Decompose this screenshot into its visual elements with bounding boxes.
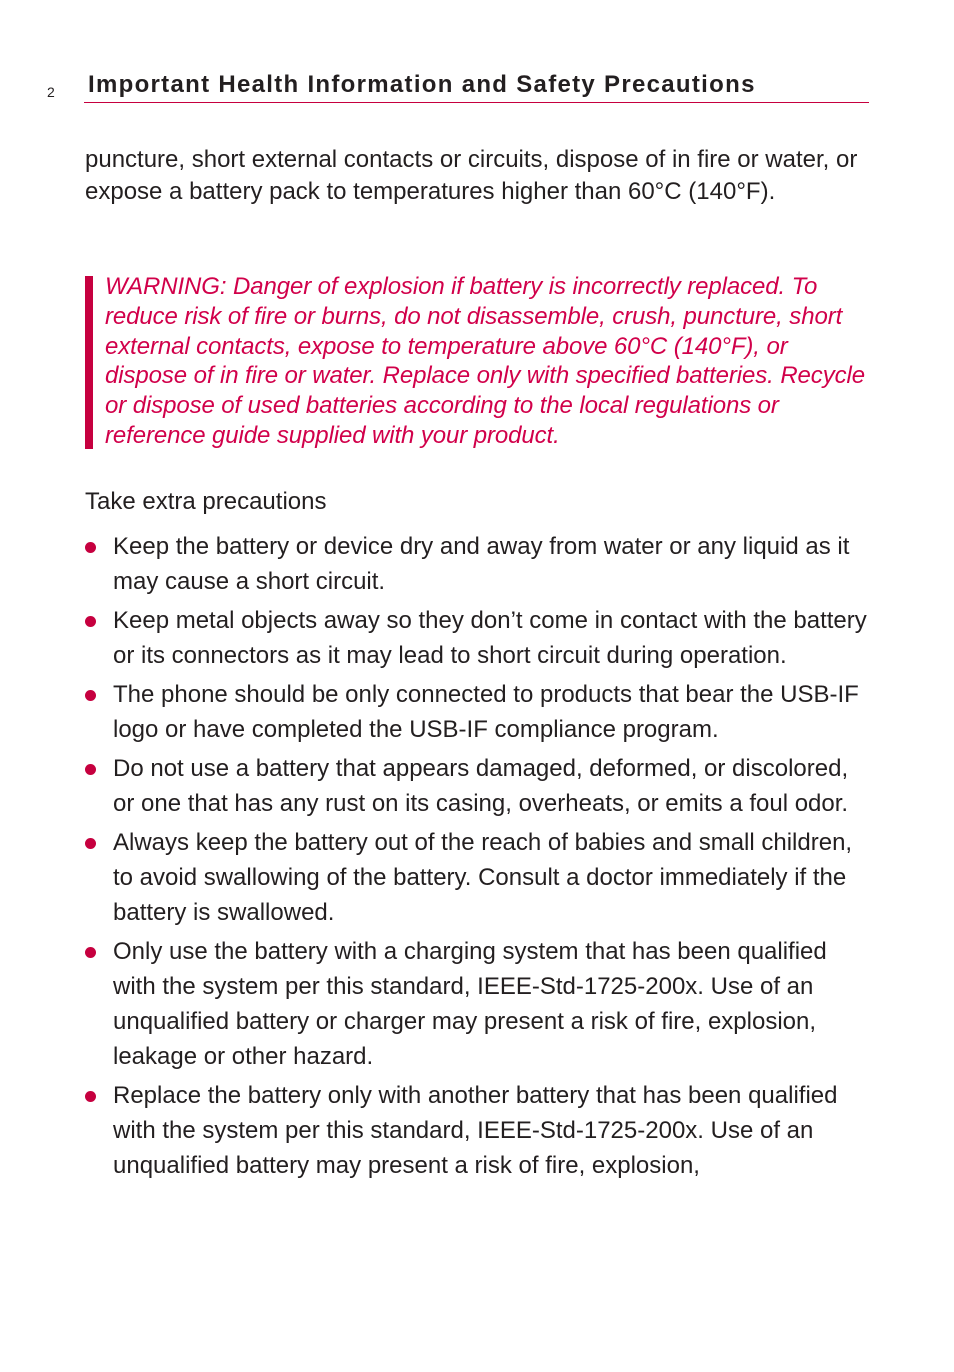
page-number: 2 [47, 84, 55, 100]
intro-paragraph: puncture, short external contacts or circuits, dispose of in fire or water, or expose a battery pack to temperatures higher than 60°C (140°F). [85, 146, 858, 205]
list-item-text: Always keep the battery out of the reach of babies and small children, to avoid swallowing of the battery. Consult a doctor immediately if the battery is swallowed. [113, 829, 853, 926]
bullet-icon [85, 764, 96, 775]
list-item-text: Keep metal objects away so they don’t come in contact with the battery or its connectors as it may lead to short circuit during operation. [113, 607, 867, 669]
list-item [85, 529, 875, 599]
bullet-icon [85, 838, 96, 849]
list-item-text: Keep the battery or device dry and away from water or any liquid as it may cause a short circuit. [113, 533, 850, 595]
bullet-icon [85, 947, 96, 958]
list-item [85, 677, 875, 747]
title-divider [84, 102, 869, 103]
warning-accent-bar [85, 276, 93, 449]
precautions-list [85, 529, 875, 1187]
list-item [85, 934, 875, 1074]
page-title: Important Health Information and Safety Precautions [88, 71, 756, 98]
list-item [85, 825, 875, 930]
list-item-text: Replace the battery only with another battery that has been qualified with the system per this standard, IEEE-Std-1725-200x. Use of an unqualified battery may present a risk of fire, explosion, [113, 1082, 838, 1179]
warning-block [85, 272, 885, 451]
list-item [85, 751, 875, 821]
warning-text: WARNING: Danger of explosion if battery is incorrectly replaced. To reduce risk of fire or burns, do not disassemble, crush, puncture, short external contacts, expose to temperature above 60°C (140°F), or dispose of in fire or water. Replace only with specified batteries. Recycle or dispose of used batteries according to the local regulations or reference guide supplied with your product. [105, 273, 865, 449]
bullet-icon [85, 690, 96, 701]
list-item-text: The phone should be only connected to products that bear the USB-IF logo or have completed the USB-IF compliance program. [113, 681, 859, 743]
bullet-icon [85, 1091, 96, 1102]
bullet-icon [85, 542, 96, 553]
list-item-text: Do not use a battery that appears damaged, deformed, or discolored, or one that has any rust on its casing, overheats, or emits a foul odor. [113, 755, 849, 817]
list-item [85, 1078, 875, 1183]
list-item-text: Only use the battery with a charging system that has been qualified with the system per this standard, IEEE-Std-1725-200x. Use of an unqualified battery or charger may present a risk of fire, explosion, leakage or other hazard. [113, 938, 827, 1070]
bullet-icon [85, 616, 96, 627]
section-subheading: Take extra precautions [85, 488, 327, 515]
list-item [85, 603, 875, 673]
